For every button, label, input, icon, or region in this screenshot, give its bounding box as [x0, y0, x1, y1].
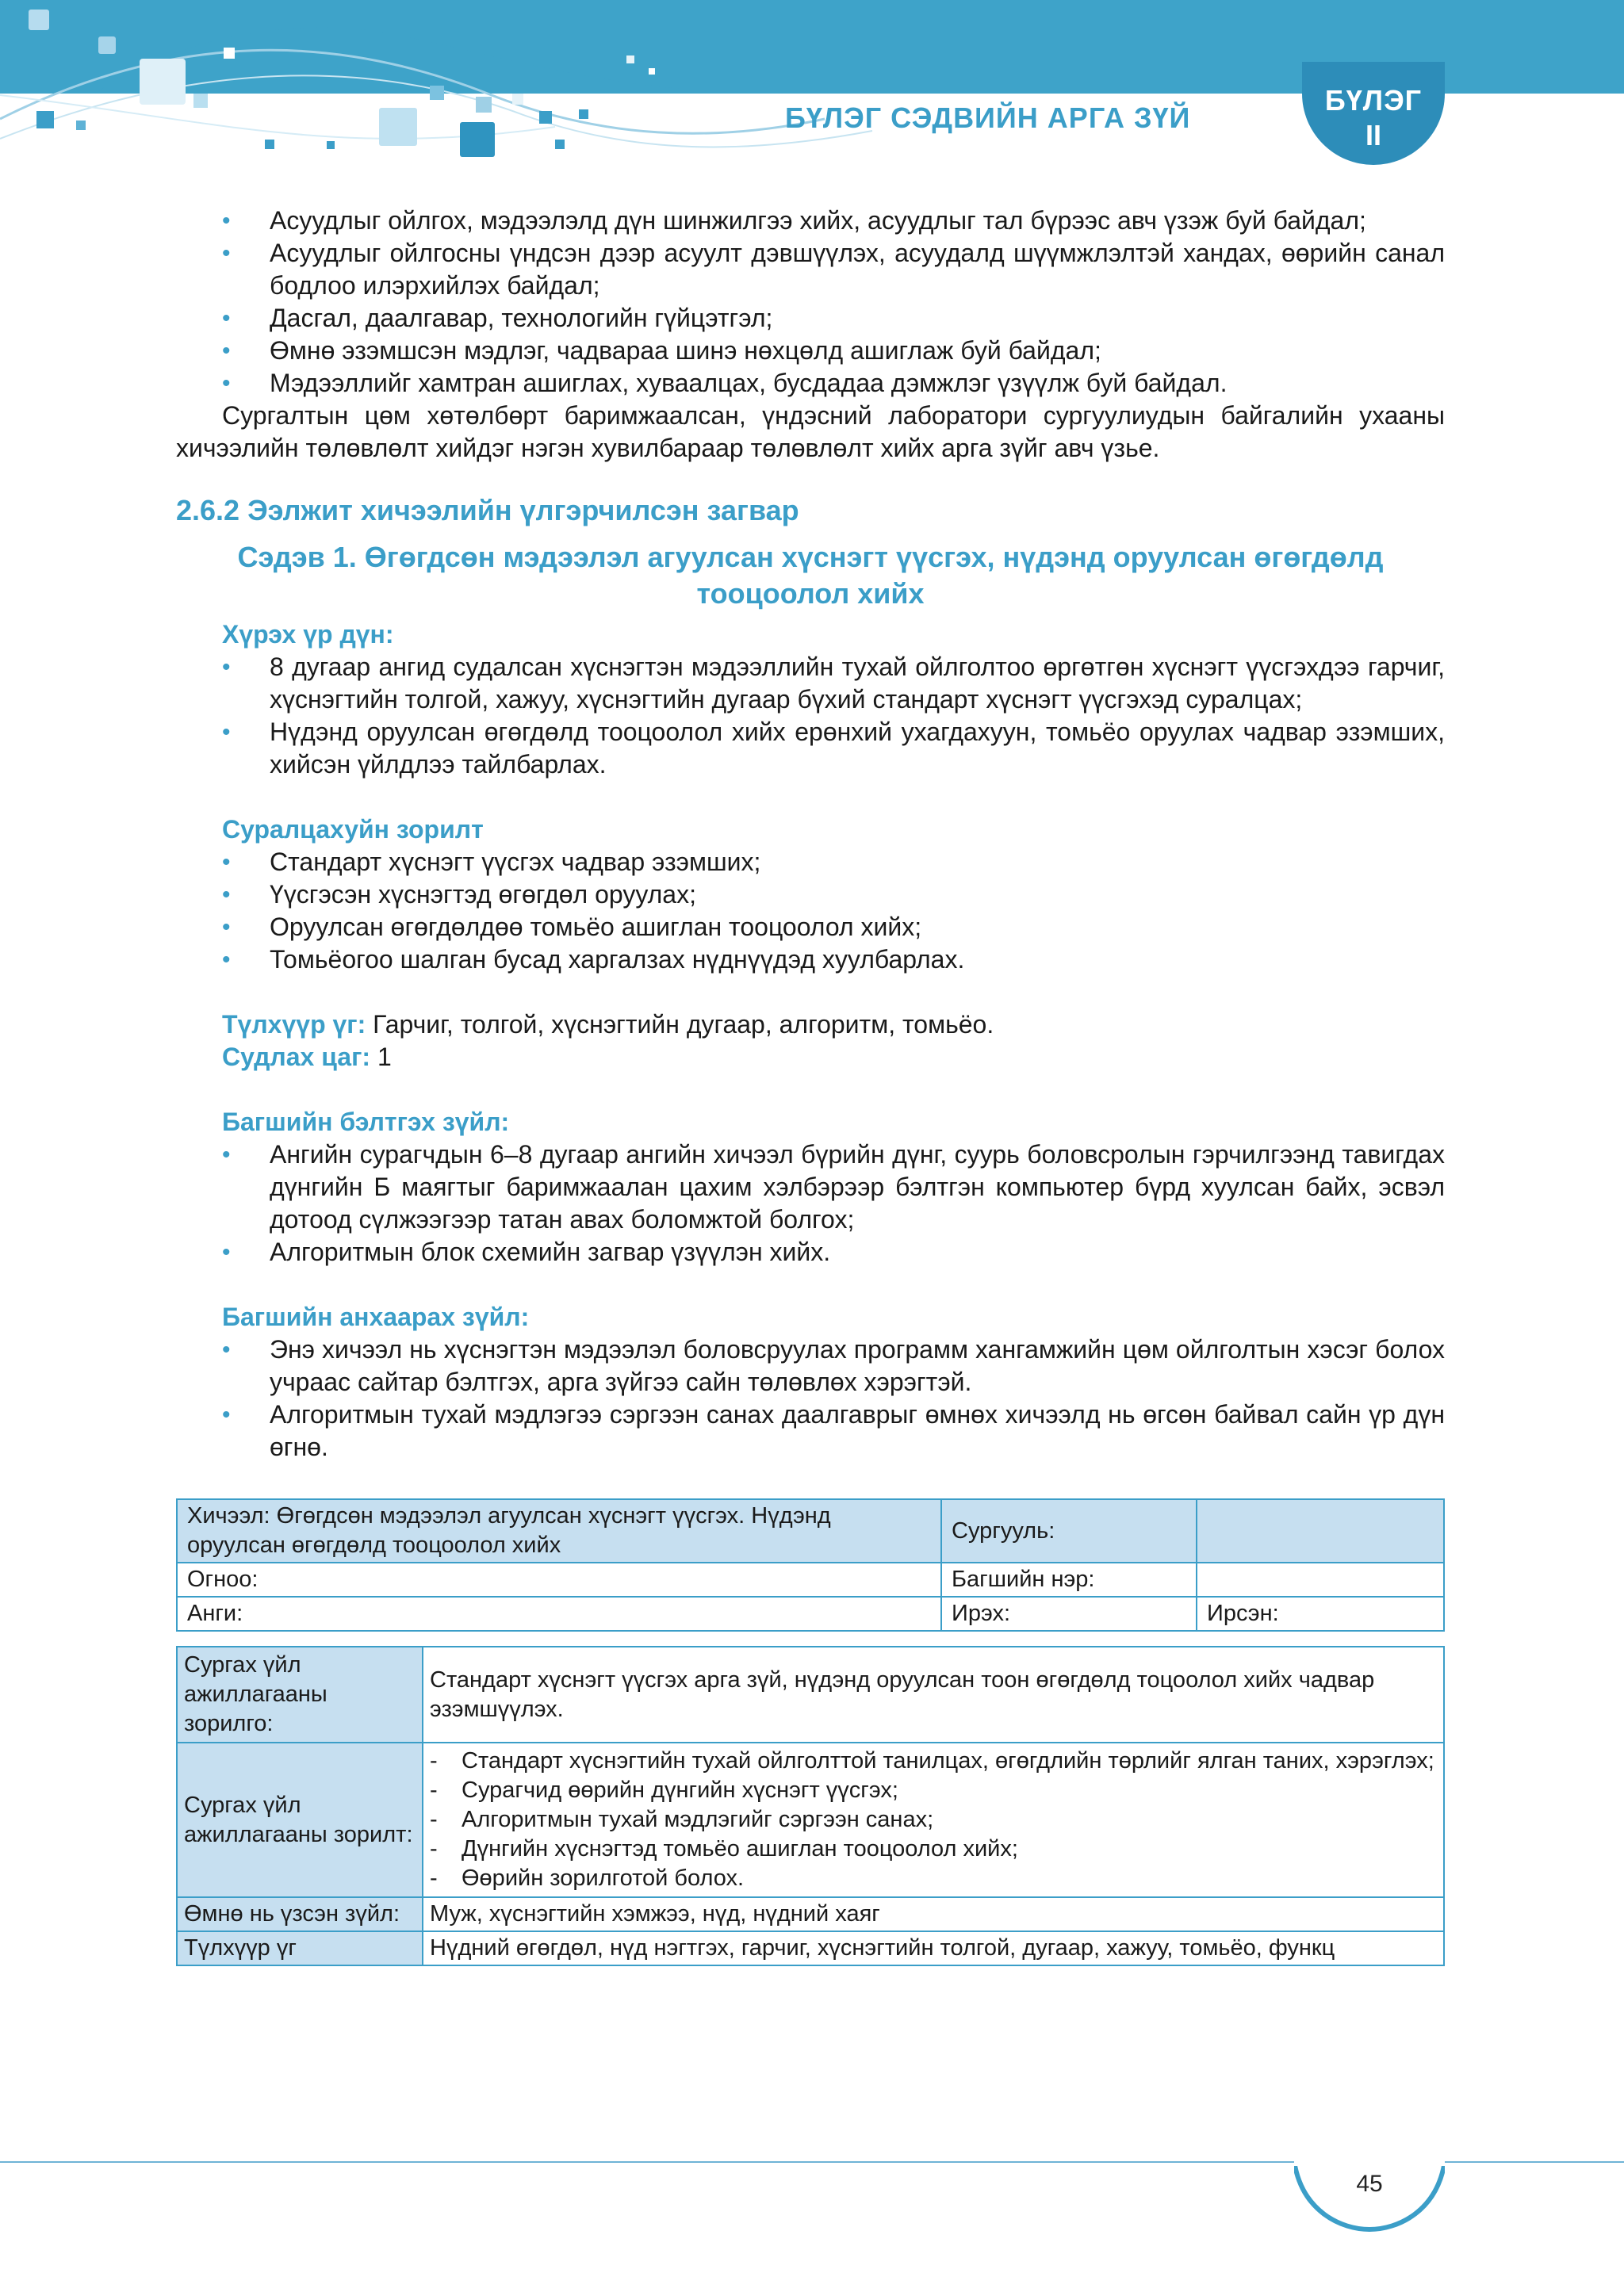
- date-label: Огноо:: [177, 1563, 941, 1597]
- list-item: • Үүсгэсэн хүснэгтэд өгөгдөл оруулах;: [176, 878, 1445, 911]
- list-item: - Өөрийн зорилготой болох.: [430, 1864, 1437, 1893]
- goal-value: Стандарт хүснэгт үүсгэх арга зүй, нүдэнд оруулсан тоон өгөгдөлд тоцоолол хийх чадвар эзэмшүүлэх.: [423, 1647, 1444, 1743]
- list-item: • 8 дугаар ангид судалсан хүснэгтэн мэдээллийн тухай ойлголтоо өргөтгөн хүснэгт үүсгэхдээ гарчиг, хүснэгтийн толгой, хажуу, хүснэгтийн дугаар бүхий стандарт хүснэгт үүсгэхэд суралцах;: [176, 651, 1445, 716]
- prior-value: Муж, хүснэгтийн хэмжээ, нүд, нүдний хаяг: [423, 1897, 1444, 1931]
- attended-label: Ирсэн:: [1197, 1597, 1444, 1631]
- table-keywords-label: Түлхүүр үг: [177, 1931, 423, 1965]
- topic-title: Сэдэв 1. Өгөгдсөн мэдээлэл агуулсан хүснэгт үүсгэх, нүдэнд оруулсан өгөгдөлд тооцоолол хийх: [237, 541, 1384, 610]
- section-heading: 2.6.2 Ээлжит хичээлийн үлгэрчилсэн загвар: [176, 494, 799, 526]
- list-item: - Дүнгийн хүснэгтэд томьёо ашиглан тооцоолол хийх;: [430, 1835, 1437, 1864]
- prior-label: Өмнө нь үзсэн зүйл:: [177, 1897, 423, 1931]
- list-item: • Өмнө эзэмшсэн мэдлэг, чадвараа шинэ нөхцөлд ашиглаж буй байдал;: [176, 335, 1445, 367]
- chapter-word: БҮЛЭГ: [1324, 84, 1423, 117]
- list-item: • Томьёогоо шалган бусад харгалзах нүднүүдэд хуулбарлах.: [176, 943, 1445, 976]
- list-item: • Стандарт хүснэгт үүсгэх чадвар эзэмших;: [176, 846, 1445, 878]
- list-item: - Стандарт хүснэгтийн тухай ойлголттой танилцах, өгөгдлийн төрлийг ялган таних, хэрэглэх;: [430, 1747, 1437, 1776]
- table-keywords-value: Нүдний өгөгдөл, нүд нэгтгэх, гарчиг, хүснэгтийн толгой, дугаар, хажуу, томьёо, функц: [423, 1931, 1444, 1965]
- class-label: Анги:: [177, 1597, 941, 1631]
- teacher-name-label: Багшийн нэр:: [941, 1563, 1197, 1597]
- keywords-line: [176, 1008, 1445, 1041]
- list-item: • Алгоритмын блок схемийн загвар үзүүлэн хийх.: [176, 1236, 1445, 1269]
- chapter-badge: [1302, 62, 1445, 165]
- list-item: • Оруулсан өгөгдөлдөө томьёо ашиглан тооцоолол хийх;: [176, 911, 1445, 943]
- lesson-info-table: [176, 1498, 1445, 1632]
- lesson-cell: Хичээл: Өгөгдсөн мэдээлэл агуулсан хүснэгт үүсгэх. Нүдэнд оруулсан өгөгдөлд тооцоолол хийх: [177, 1499, 941, 1563]
- duration-value: 1: [377, 1043, 392, 1071]
- teacher-name-value: [1197, 1563, 1444, 1597]
- teacher-prep-heading: Багшийн бэлтгэх зүйл:: [222, 1108, 510, 1136]
- list-item: - Алгоритмын тухай мэдлэгийг сэргээн санах;: [430, 1805, 1437, 1835]
- running-header-title: БҮЛЭГ СЭДВИЙН АРГА ЗҮЙ: [785, 101, 1191, 134]
- list-item: • Нүдэнд оруулсан өгөгдөлд тооцоолол хийх ерөнхий ухагдахуун, томьёо оруулах чадвар эзэмших, хийсэн үйлдлээ тайлбарлах.: [176, 716, 1445, 781]
- teacher-notes-heading: Багшийн анхаарах зүйл:: [222, 1303, 530, 1331]
- outcome-heading: Хүрэх үр дүн:: [222, 620, 394, 649]
- objective-list: [423, 1743, 1444, 1897]
- duration-label: Судлах цаг:: [222, 1043, 371, 1071]
- list-item: • Дасгал, даалгавар, технологийн гүйцэтгэл;: [176, 302, 1445, 335]
- keywords-value: Гарчиг, толгой, хүснэгтийн дугаар, алгоритм, томьёо.: [373, 1010, 994, 1039]
- list-item: • Мэдээллийг хамтран ашиглах, хуваалцах, бусдадаа дэмжлэг үзүүлж буй байдал.: [176, 367, 1445, 400]
- keywords-label: Түлхүүр үг:: [222, 1010, 366, 1039]
- present-label: Ирэх:: [941, 1597, 1197, 1631]
- page-content: [176, 205, 1445, 1966]
- chapter-number: II: [1365, 119, 1381, 151]
- page-number: 45: [1356, 2171, 1383, 2197]
- lesson-goals-table: [176, 1646, 1445, 1966]
- list-item: • Энэ хичээл нь хүснэгтэн мэдээлэл боловсруулах программ хангамжийн цөм ойлголтын хэсэг болох учраас сайтар бэлтгэх, арга зүйгээ сайн төлөвлөх хэрэгтэй.: [176, 1334, 1445, 1399]
- list-item: • Алгоритмын тухай мэдлэгээ сэргээн санах даалгаврыг өмнөх хичээлд нь өгсөн байвал сайн үр дүн өгнө.: [176, 1399, 1445, 1464]
- intro-paragraph: Сургалтын цөм хөтөлбөрт баримжаалсан, үндэсний лаборатори сургуулиудын байгалийн ухааны хичээлийн төлөвлөлт хийдэг нэгэн хувилбараар төлөвлөлт хийх арга зүйг авч үзье.: [176, 401, 1445, 462]
- list-item: • Асуудлыг ойлгосны үндсэн дээр асуулт дэвшүүлэх, асуудалд шүүмжлэлтэй хандах, өөрийн санал бодлоо илэрхийлэх байдал;: [176, 237, 1445, 302]
- duration-line: [176, 1041, 1445, 1073]
- list-item: - Сурагчид өөрийн дүнгийн хүснэгт үүсгэх;: [430, 1776, 1437, 1805]
- list-item: • Асуудлыг ойлгох, мэдээлэлд дүн шинжилгээ хийх, асуудлыг тал бүрээс авч үзэж буй байдал;: [176, 205, 1445, 237]
- intro-bullet-list: [176, 205, 1445, 400]
- school-label: Сургууль:: [941, 1499, 1197, 1563]
- objective-label: Сургах үйл ажиллагааны зорилт:: [177, 1743, 423, 1897]
- list-item: • Ангийн сурагчдын 6–8 дугаар ангийн хичээл бүрийн дүнг, суурь боловсролын гэрчилгээнд тавигдах дүнгийн Б маягтыг баримжаалан цахим хэлбэрээр бэлтгэн компьютер бүрд хуулсан байх, эсвэл дотоод сүлжээгээр татан авах боломжтой болгох;: [176, 1138, 1445, 1236]
- school-value: [1197, 1499, 1444, 1563]
- goal-label: Сургах үйл ажиллагааны зорилго:: [177, 1647, 423, 1743]
- objective-heading: Суралцахуйн зорилт: [222, 815, 484, 844]
